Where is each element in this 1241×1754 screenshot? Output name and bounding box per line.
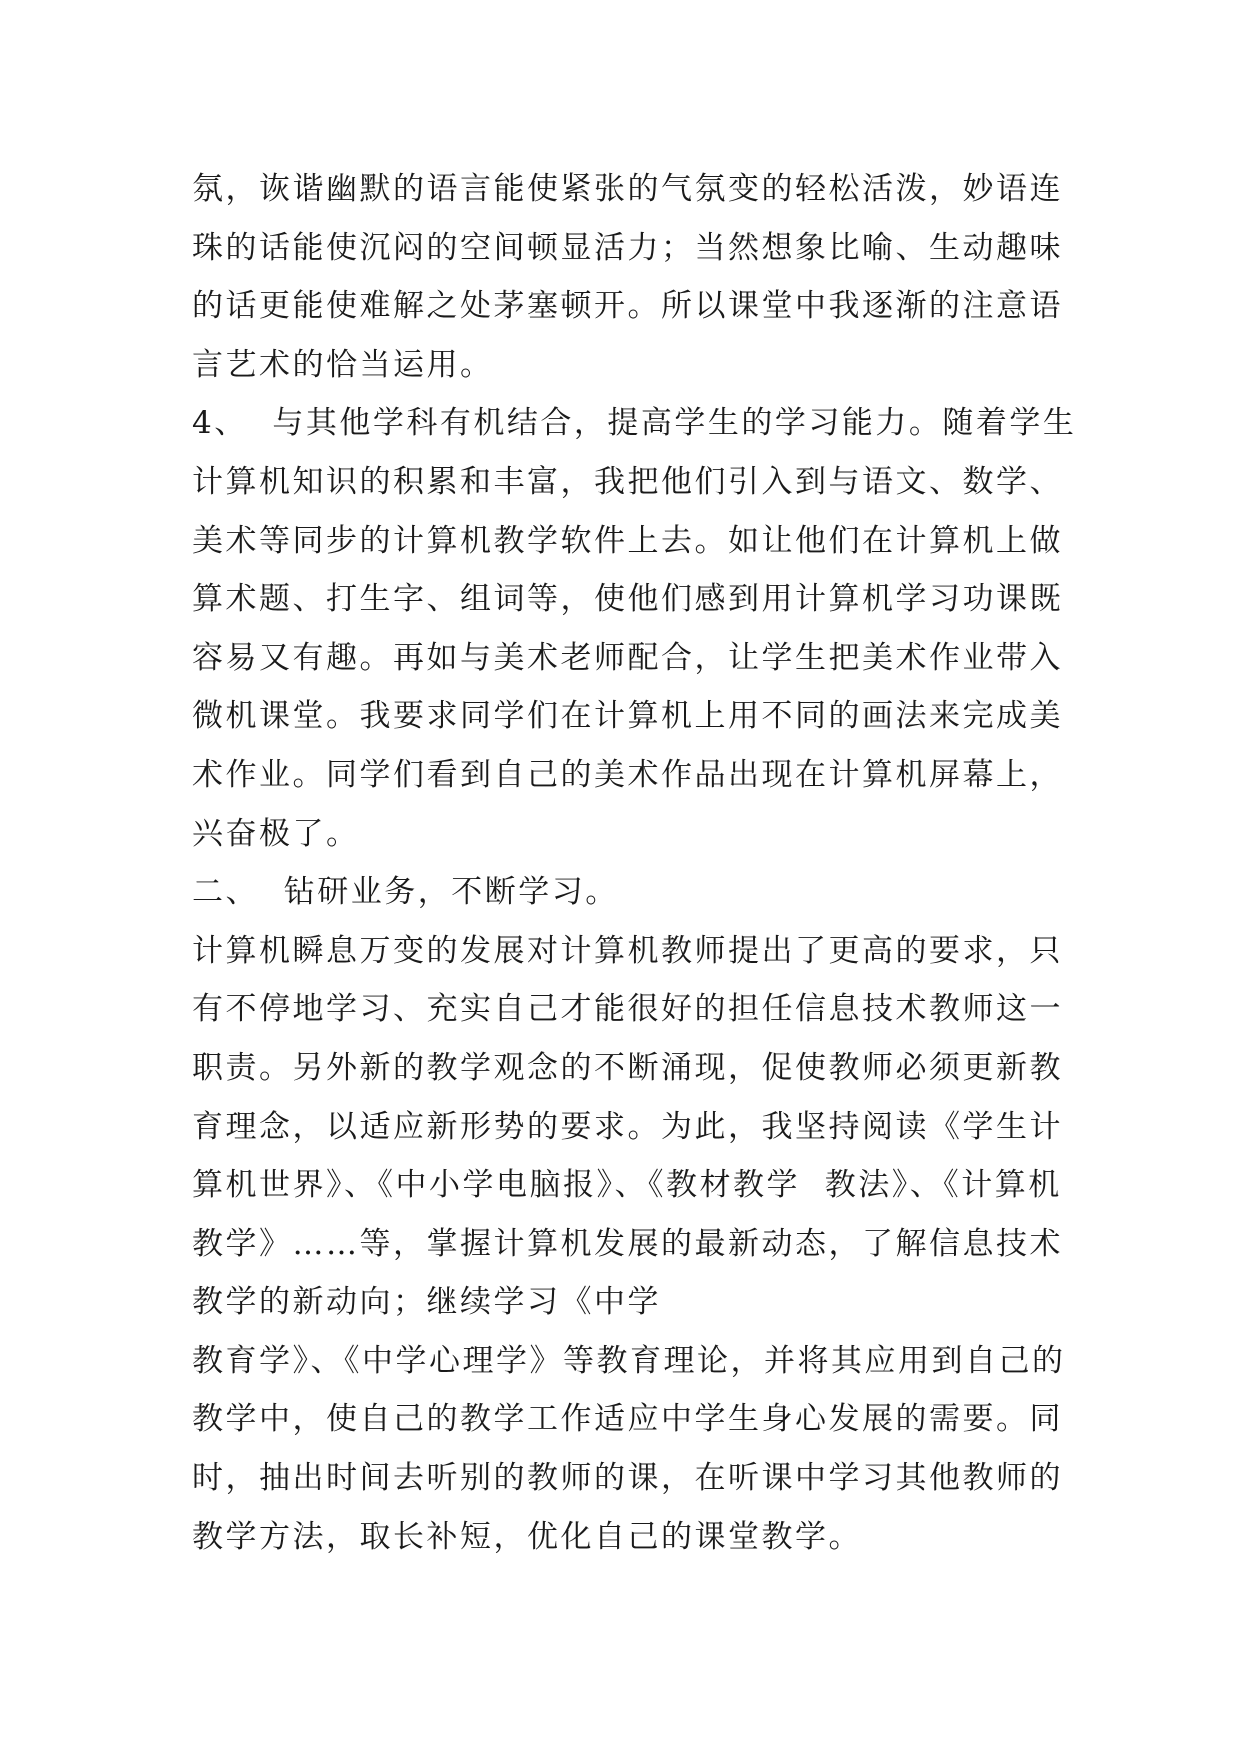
text-line: 有不停地学习、充实自己才能很好的担任信息技术教师这一 (192, 991, 1063, 1028)
text-line: 言艺术的恰当运用。 (192, 346, 494, 383)
text-line: 氛，诙谐幽默的语言能使紧张的气氛变的轻松活泼，妙语连 (192, 171, 1063, 207)
section-heading: 二、 钻研业务，不断学习。 (192, 874, 619, 911)
list-item-heading: 4、 与其他学科有机结合，提高学生的学习能力。随着学生 (192, 405, 1077, 442)
text-line: 的话更能使难解之处茅塞顿开。所以课堂中我逐渐的注意语 (192, 288, 1063, 325)
text-line: 教学方法，取长补短，优化自己的课堂教学。 (192, 1518, 862, 1555)
text-line: 教育学》、《中学心理学》等教育理论，并将其应用到自己的 (192, 1342, 1066, 1379)
text-line: 算术题、打生字、组词等，使他们感到用计算机学习功课既 (192, 581, 1063, 618)
text-line: 职责。另外新的教学观念的不断涌现，促使教师必须更新教 (192, 1049, 1063, 1086)
text-line: 术作业。同学们看到自己的美术作品出现在计算机屏幕上， (192, 756, 1063, 793)
text-line: 时，抽出时间去听别的教师的课，在听课中学习其他教师的 (192, 1460, 1063, 1497)
text-line: 教学中，使自己的教学工作适应中学生身心发展的需要。同 (192, 1401, 1063, 1438)
text-line: 兴奋极了。 (192, 815, 360, 852)
text-line: 教学的新动向；继续学习《中学 (192, 1284, 661, 1321)
text-line: 微机课堂。我要求同学们在计算机上用不同的画法来完成美 (192, 698, 1063, 735)
text-line: 育理念，以适应新形势的要求。为此，我坚持阅读《学生计 (192, 1108, 1063, 1145)
text-line: 计算机知识的积累和丰富，我把他们引入到与语文、数学、 (192, 463, 1063, 500)
text-line: 珠的话能使沉闷的空间顿显活力；当然想象比喻、生动趣味 (192, 229, 1063, 266)
text-line: 计算机瞬息万变的发展对计算机教师提出了更高的要求，只 (192, 932, 1063, 969)
document-body (192, 160, 1077, 1566)
text-line: 容易又有趣。再如与美术老师配合，让学生把美术作业带入 (192, 639, 1063, 676)
text-line: 美术等同步的计算机教学软件上去。如让他们在计算机上做 (192, 522, 1063, 559)
text-line: 教学》……等，掌握计算机发展的最新动态，了解信息技术 (192, 1225, 1063, 1262)
text-line: 算机世界》、《中小学电脑报》、《教材教学 教法》、《计算机 (192, 1167, 1062, 1204)
